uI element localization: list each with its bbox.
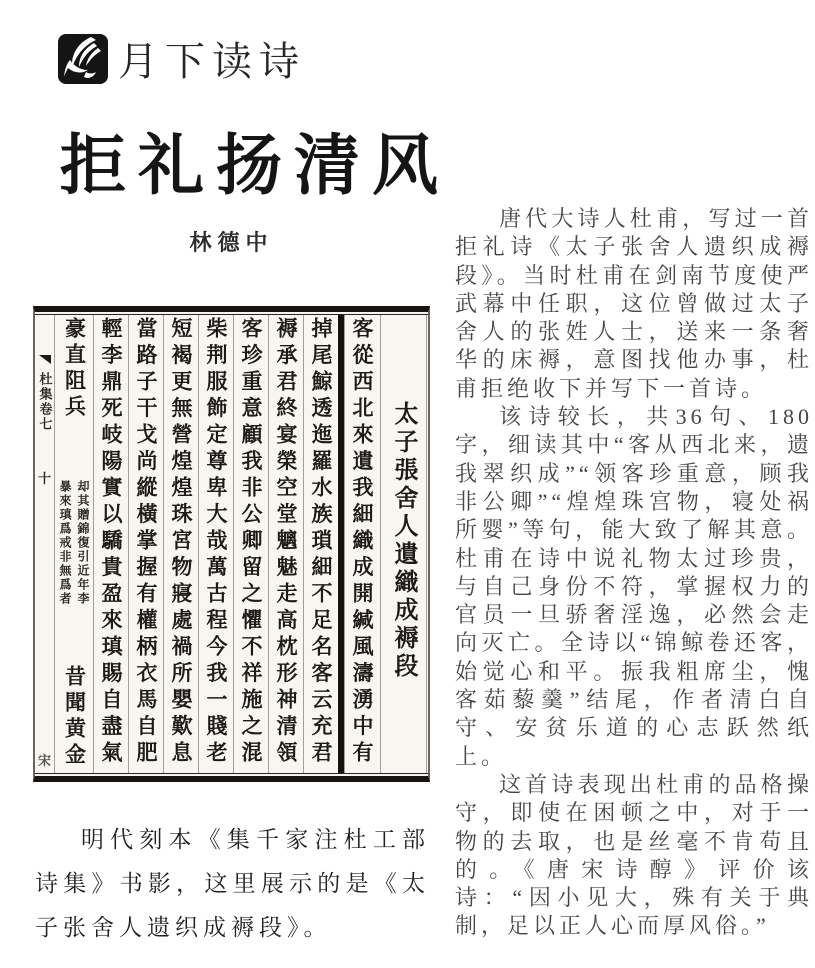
figure-caption: 明代刻本《集千家注杜工部诗集》书影，这里展示的是《太子张舍人遗织成褥段》。 (35, 827, 430, 940)
masthead (58, 30, 306, 87)
article-paragraph: 该诗较长，共36句、180字，细读其中“客从西北来，遗我翠织成”“领客珍重意，顾我非公卿”“煌煌珠宫物，寝处祸所婴”等句，能大致了解其意。杜甫在诗中说礼物太过珍贵，与自己身份不符，掌握权力的官员一旦骄奢淫逸，必然会走向灭亡。全诗以“锦鲸卷还客，始觉心和平。振我粗席尘，愧客茹藜羹”结尾，作者清白自守、安贫乐道的心志跃然纸上。 (455, 404, 813, 769)
book-page (35, 314, 428, 774)
book-column: 掉尾鯨透迤羅水族瑣細不足名客云充君 (303, 315, 338, 773)
book-title-column: 太子張舍人遺織成褥段 (380, 315, 427, 773)
annotation-right: 却其贈錦復引近年李 (76, 480, 90, 606)
book-column: 客從西北來遺我細織成開緘風濤湧中有 (344, 315, 380, 773)
article-paragraph: 唐代大诗人杜甫，写过一首拒礼诗《太子张舍人遗织成褥段》。当时杜甫在剑南节度使严武幕中任职，这位曾做过太子舍人的张姓人士，送来一条奢华的床褥，意图找他办事，杜甫拒绝收下并写下一首诗。 (455, 206, 813, 401)
moon-bird-logo-icon (58, 34, 108, 84)
book-column: 柴荆服飾定尊卑大哉萬古程今我一賤老 (198, 315, 233, 773)
book-column-annotated (54, 315, 93, 773)
author-name: 林德中 (189, 230, 274, 255)
annotation-left: 暴來瑱爲戒非無爲者 (58, 480, 72, 606)
article-body (455, 205, 813, 941)
column-name: 月下读诗 (118, 39, 306, 84)
small-annotation (57, 480, 91, 606)
spine-mark: 宋 (37, 753, 51, 768)
spine-title: 杜集卷七 (37, 372, 53, 432)
spine-page-number: 十 (37, 471, 51, 486)
poem-text: 昔聞黄金 (62, 665, 87, 769)
fishtail-mark-icon (39, 355, 51, 364)
book-column: 褥承君終宴榮空堂魑魅走高枕形神清領 (268, 315, 303, 773)
book-column: 當路子干戈尚縱橫掌握有權柄衣馬自肥 (128, 315, 163, 773)
book-column: 短褐更無營煌煌珠宮物寢處禍所嬰歎息 (163, 315, 198, 773)
poem-text: 豪直阻兵 (62, 317, 87, 421)
book-column: 輕李鼎死岐陽實以驕貴盈來瑱賜自盡氣 (93, 315, 128, 773)
article-title: 拒礼扬清风 (60, 130, 450, 203)
book-spine-column (35, 315, 54, 773)
article-paragraph: 这首诗表现出杜甫的品格操守，即使在困顿之中，对于一物的去取，也是丝毫不肯苟且的。《唐宋诗醇》评价该诗：“因小见大，殊有关于典制，足以正人心而厚风俗。” (455, 771, 813, 939)
book-scan-figure (33, 306, 430, 782)
book-column: 客珍重意顧我非公卿留之懼不祥施之混 (233, 315, 268, 773)
